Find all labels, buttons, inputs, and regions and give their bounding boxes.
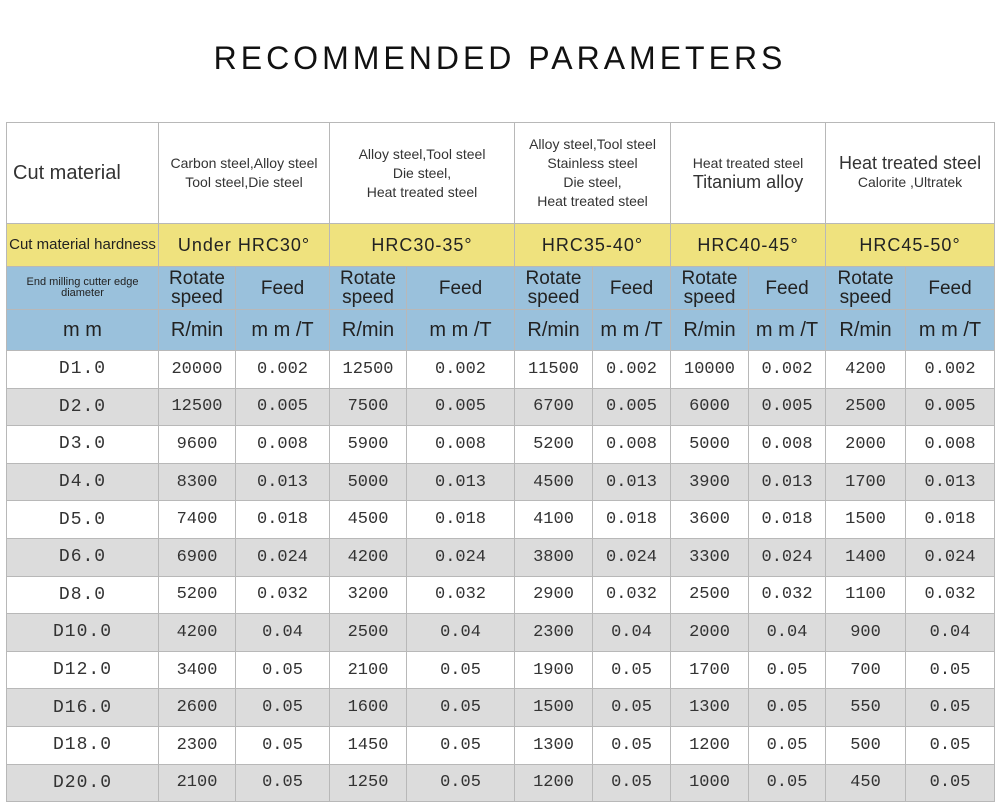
unit-rmin: R/min [159,310,236,351]
rotate-speed-cell: 1300 [515,726,593,764]
table-row [7,351,995,389]
rotate-speed-cell: 4200 [330,538,407,576]
diameter-cell: D8.0 [7,576,159,614]
parameters-table [6,122,995,802]
table-row [7,614,995,652]
rotate-speed-cell: 2000 [826,426,906,464]
material-line: Tool steel,Die steel [185,174,303,190]
feed-cell: 0.002 [749,351,826,389]
feed-label: Feed [906,267,995,310]
rotate-speed-cell: 7400 [159,501,236,539]
rotate-speed-cell: 5000 [671,426,749,464]
rotate-speed-cell: 2100 [330,651,407,689]
feed-cell: 0.032 [236,576,330,614]
rotate-speed-cell: 2300 [515,614,593,652]
rotate-speed-cell: 2300 [159,726,236,764]
rotate-speed-cell: 1500 [826,501,906,539]
rotate-speed-cell: 4100 [515,501,593,539]
rotate-speed-cell: 1450 [330,726,407,764]
feed-cell: 0.013 [407,463,515,501]
unit-feed: m m /T [749,310,826,351]
material-line: Calorite ,Ultratek [857,174,963,190]
page-title: RECOMMENDED PARAMETERS [213,40,787,76]
rotate-speed-cell: 8300 [159,463,236,501]
material-line: Titanium alloy [692,172,804,192]
table-row [7,501,995,539]
feed-cell: 0.008 [749,426,826,464]
rotate-speed-cell: 1700 [671,651,749,689]
rotate-speed-cell: 1200 [671,726,749,764]
rotate-speed-cell: 1400 [826,538,906,576]
hardness-cell: HRC45-50° [826,224,995,267]
rotate-speed-cell: 2100 [159,764,236,802]
rotate-speed-cell: 6700 [515,388,593,426]
feed-cell: 0.05 [593,689,671,727]
feed-cell: 0.024 [407,538,515,576]
feed-cell: 0.005 [407,388,515,426]
feed-cell: 0.04 [236,614,330,652]
feed-cell: 0.013 [236,463,330,501]
material-row [7,123,995,224]
feed-cell: 0.05 [749,651,826,689]
rotate-speed-cell: 1250 [330,764,407,802]
feed-cell: 0.008 [906,426,995,464]
material-cell [826,123,995,224]
feed-cell: 0.018 [906,501,995,539]
rotate-speed-cell: 2000 [671,614,749,652]
feed-cell: 0.05 [749,764,826,802]
diameter-cell: D5.0 [7,501,159,539]
feed-cell: 0.005 [749,388,826,426]
feed-cell: 0.024 [593,538,671,576]
feed-cell: 0.05 [407,764,515,802]
feed-label: Feed [593,267,671,310]
rotate-speed-cell: 700 [826,651,906,689]
diameter-cell: D18.0 [7,726,159,764]
rotate-speed-cell: 4500 [330,501,407,539]
table-row [7,463,995,501]
feed-cell: 0.002 [906,351,995,389]
feed-cell: 0.008 [593,426,671,464]
feed-cell: 0.002 [407,351,515,389]
rotate-speed-cell: 2600 [159,689,236,727]
rotate-speed-cell: 20000 [159,351,236,389]
feed-cell: 0.04 [407,614,515,652]
rotate-speed-cell: 3400 [159,651,236,689]
feed-cell: 0.018 [749,501,826,539]
rotate-speed-cell: 1000 [671,764,749,802]
feed-cell: 0.032 [593,576,671,614]
unit-rmin: R/min [826,310,906,351]
feed-cell: 0.05 [593,726,671,764]
feed-cell: 0.05 [749,726,826,764]
rotate-speed-cell: 3900 [671,463,749,501]
table-row [7,426,995,464]
feed-cell: 0.018 [236,501,330,539]
feed-cell: 0.005 [236,388,330,426]
table-row [7,576,995,614]
material-cell [159,123,330,224]
table-row [7,689,995,727]
hardness-row [7,224,995,267]
rotate-speed-cell: 1900 [515,651,593,689]
rotate-speed-cell: 11500 [515,351,593,389]
feed-cell: 0.024 [749,538,826,576]
rotate-speed-cell: 2500 [671,576,749,614]
feed-label: Feed [407,267,515,310]
feed-cell: 0.032 [749,576,826,614]
feed-cell: 0.04 [749,614,826,652]
material-line: Heat treated steel [692,155,804,171]
feed-cell: 0.04 [593,614,671,652]
feed-cell: 0.05 [236,726,330,764]
rotate-speed-cell: 5200 [515,426,593,464]
rotate-speed-label: Rotate speed [826,267,906,310]
diameter-cell: D1.0 [7,351,159,389]
unit-feed: m m /T [407,310,515,351]
rotate-speed-cell: 5200 [159,576,236,614]
feed-cell: 0.05 [906,651,995,689]
rotate-speed-cell: 2500 [330,614,407,652]
hardness-cell: HRC30-35° [330,224,515,267]
diameter-cell: D3.0 [7,426,159,464]
rotate-speed-cell: 3300 [671,538,749,576]
feed-cell: 0.05 [593,651,671,689]
feed-cell: 0.05 [236,689,330,727]
hardness-cell: Under HRC30° [159,224,330,267]
feed-cell: 0.04 [906,614,995,652]
table-row [7,538,995,576]
rotate-speed-cell: 1500 [515,689,593,727]
feed-cell: 0.032 [906,576,995,614]
rotate-speed-cell: 500 [826,726,906,764]
material-line: Heat treated steel [366,183,478,200]
rotate-speed-cell: 1600 [330,689,407,727]
parameter-label-row [7,267,995,310]
rotate-speed-cell: 4200 [159,614,236,652]
material-line: Die steel, [392,164,452,181]
material-line: Heat treated steel [537,193,648,209]
feed-cell: 0.05 [407,651,515,689]
material-line: Heat treated steel [838,153,982,173]
material-cell [330,123,515,224]
feed-cell: 0.05 [906,726,995,764]
feed-cell: 0.05 [236,651,330,689]
rotate-speed-cell: 900 [826,614,906,652]
unit-rmin: R/min [330,310,407,351]
rotate-speed-label: Rotate speed [159,267,236,310]
rotate-speed-cell: 10000 [671,351,749,389]
feed-cell: 0.013 [906,463,995,501]
edge-diameter-label: End milling cutter edge diameter [7,267,159,310]
unit-feed: m m /T [236,310,330,351]
diameter-cell: D20.0 [7,764,159,802]
feed-cell: 0.005 [906,388,995,426]
rotate-speed-cell: 12500 [330,351,407,389]
feed-cell: 0.018 [593,501,671,539]
unit-mm: m m [7,310,159,351]
rotate-speed-cell: 1100 [826,576,906,614]
feed-cell: 0.002 [593,351,671,389]
rotate-speed-label: Rotate speed [330,267,407,310]
feed-cell: 0.024 [906,538,995,576]
unit-rmin: R/min [671,310,749,351]
rotate-speed-cell: 3600 [671,501,749,539]
material-line: Stainless steel [547,155,638,171]
feed-cell: 0.018 [407,501,515,539]
hardness-cell: HRC35-40° [515,224,671,267]
rotate-speed-cell: 550 [826,689,906,727]
table-row [7,651,995,689]
material-line: Alloy steel,Tool steel [358,145,486,162]
rotate-speed-cell: 2500 [826,388,906,426]
material-line: Alloy steel,Tool steel [529,136,656,152]
cut-material-label: Cut material [7,123,159,224]
diameter-cell: D10.0 [7,614,159,652]
diameter-cell: D16.0 [7,689,159,727]
rotate-speed-cell: 4500 [515,463,593,501]
unit-feed: m m /T [593,310,671,351]
material-cell [515,123,671,224]
diameter-cell: D12.0 [7,651,159,689]
feed-cell: 0.002 [236,351,330,389]
feed-cell: 0.005 [593,388,671,426]
rotate-speed-label: Rotate speed [671,267,749,310]
diameter-cell: D2.0 [7,388,159,426]
material-line: Carbon steel,Alloy steel [170,155,318,171]
rotate-speed-cell: 3800 [515,538,593,576]
table-row [7,764,995,802]
feed-cell: 0.013 [749,463,826,501]
feed-cell: 0.05 [593,764,671,802]
feed-cell: 0.008 [236,426,330,464]
feed-cell: 0.008 [407,426,515,464]
feed-cell: 0.05 [407,689,515,727]
rotate-speed-cell: 5900 [330,426,407,464]
rotate-speed-cell: 7500 [330,388,407,426]
feed-cell: 0.024 [236,538,330,576]
feed-cell: 0.05 [906,764,995,802]
rotate-speed-cell: 9600 [159,426,236,464]
feed-cell: 0.05 [407,726,515,764]
rotate-speed-cell: 4200 [826,351,906,389]
feed-cell: 0.032 [407,576,515,614]
feed-cell: 0.05 [749,689,826,727]
unit-row [7,310,995,351]
rotate-speed-cell: 2900 [515,576,593,614]
rotate-speed-label: Rotate speed [515,267,593,310]
material-cell [671,123,826,224]
table-row [7,726,995,764]
rotate-speed-cell: 6900 [159,538,236,576]
diameter-cell: D4.0 [7,463,159,501]
material-line: Die steel, [563,174,622,190]
rotate-speed-cell: 5000 [330,463,407,501]
rotate-speed-cell: 1700 [826,463,906,501]
feed-label: Feed [236,267,330,310]
rotate-speed-cell: 6000 [671,388,749,426]
rotate-speed-cell: 450 [826,764,906,802]
table-row [7,388,995,426]
rotate-speed-cell: 12500 [159,388,236,426]
feed-cell: 0.013 [593,463,671,501]
feed-cell: 0.05 [236,764,330,802]
rotate-speed-cell: 3200 [330,576,407,614]
feed-label: Feed [749,267,826,310]
unit-rmin: R/min [515,310,593,351]
hardness-cell: HRC40-45° [671,224,826,267]
feed-cell: 0.05 [906,689,995,727]
rotate-speed-cell: 1300 [671,689,749,727]
unit-feed: m m /T [906,310,995,351]
hardness-label: Cut material hardness [7,224,159,267]
rotate-speed-cell: 1200 [515,764,593,802]
diameter-cell: D6.0 [7,538,159,576]
